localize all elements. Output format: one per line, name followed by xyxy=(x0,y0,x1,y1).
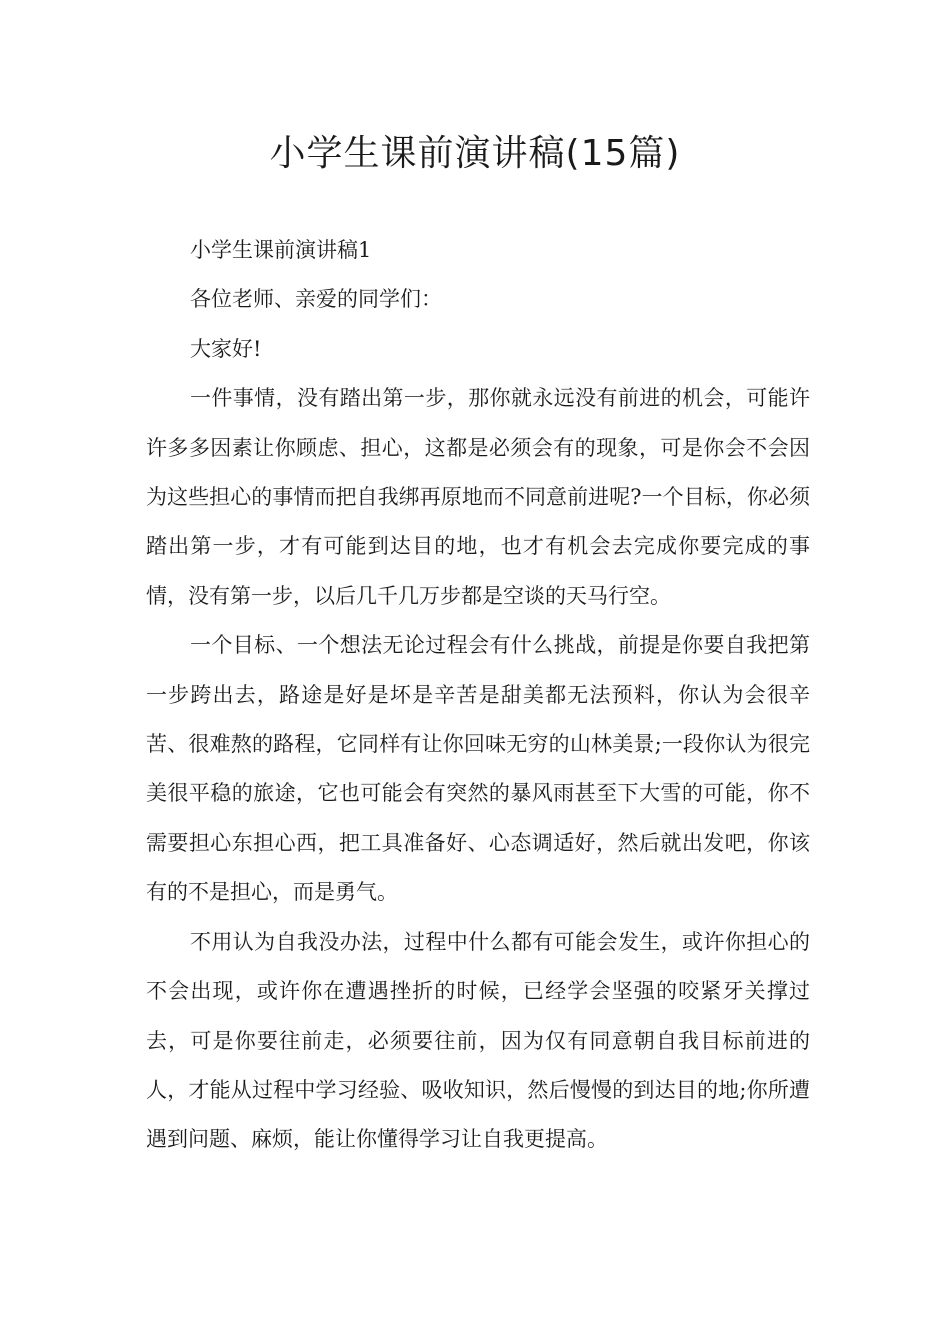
body-paragraph-2: 一个目标、一个想法无论过程会有什么挑战，前提是你要自我把第一步跨出去，路途是好是坏是辛苦是甜美都无法预料，你认为会很辛苦、很难熬的路程，它同样有让你回味无穷的山林美景;一段你认为很完美很平稳的旅途，它也可能会有突然的暴风雨甚至下大雪的可能，你不需要担心东担心西，把工具准备好、心态调适好，然后就出发吧，你该有的不是担心，而是勇气。 xyxy=(146,633,810,905)
document-title: 小学生课前演讲稿(15篇) xyxy=(269,133,681,174)
salutation: 各位老师、亲爱的同学们： xyxy=(190,287,442,312)
body-paragraph-1: 一件事情，没有踏出第一步，那你就永远没有前进的机会，可能许许多多因素让你顾虑、担心，这都是必须会有的现象，可是你会不会因为这些担心的事情而把自我绑再原地而不同意前进呢?一个目标，你必须踏出第一步，才有可能到达目的地，也才有机会去完成你要完成的事情，没有第一步，以后几千几万步都是空谈的天马行空。 xyxy=(146,386,810,608)
body-paragraph-3: 不用认为自我没办法，过程中什么都有可能会发生，或许你担心的不会出现，或许你在遭遇挫折的时候，已经学会坚强的咬紧牙关撑过去，可是你要往前走，必须要往前，因为仅有同意朝自我目标前进的人，才能从过程中学习经验、吸收知识，然后慢慢的到达目的地;你所遭遇到问题、麻烦，能让你懂得学习让自我更提高。 xyxy=(146,929,810,1152)
speech-heading: 小学生课前演讲稿1 xyxy=(190,238,372,262)
greeting: 大家好! xyxy=(190,336,262,361)
document-body xyxy=(146,226,810,1165)
